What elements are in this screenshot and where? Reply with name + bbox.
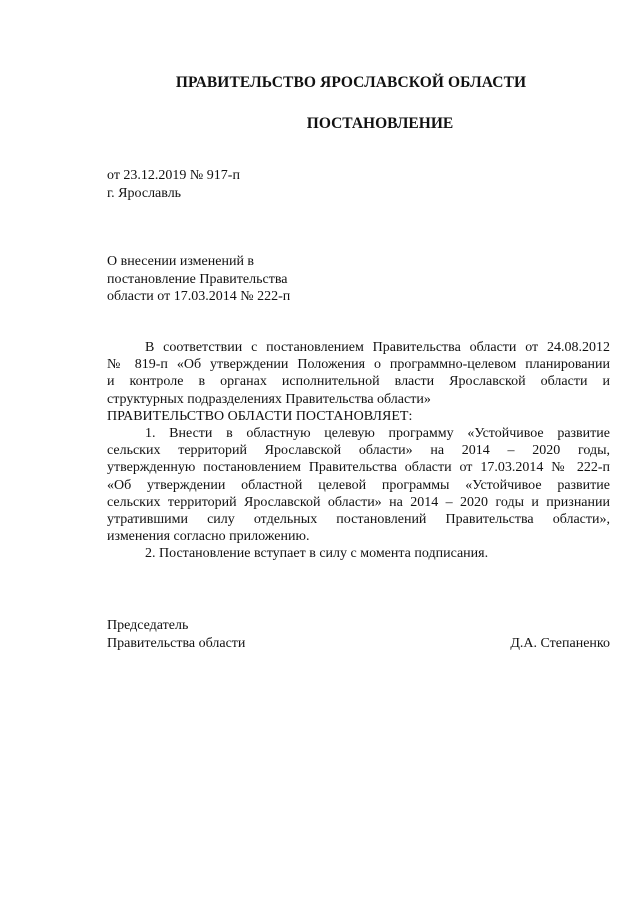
preamble-line-3: и контроле в органах исполнительной власти Ярославской области и — [107, 374, 610, 390]
item-2-paragraph: 2. Постановление вступает в силу с момента подписания. — [145, 546, 489, 562]
signer-name: Д.А. Степаненко — [510, 636, 610, 651]
signer-title-line-2: Правительства области — [107, 636, 246, 651]
document-body — [107, 339, 610, 563]
item-1-line-5: сельских территорий Ярославской области» на 2014 – 2020 годы и признании — [107, 494, 610, 510]
organization-title: ПРАВИТЕЛЬСТВО ЯРОСЛАВСКОЙ ОБЛАСТИ — [175, 74, 527, 91]
signer-title-line-1: Председатель — [107, 618, 189, 633]
preamble-line-2: № 819-п «Об утверждении Положения о программно-целевом планировании — [107, 357, 610, 373]
item-1-line-7: изменения согласно приложению. — [107, 529, 310, 545]
subject-line-2: постановление Правительства — [107, 271, 288, 287]
subject-line-3: области от 17.03.2014 № 222-п — [107, 289, 291, 304]
item-1-line-4: «Об утверждении областной целевой программы «Устойчивое развитие — [107, 477, 610, 493]
item-1-line-1: 1. Внести в областную целевую программу «Устойчивое развитие — [145, 426, 610, 442]
document-type-title: ПОСТАНОВЛЕНИЕ — [306, 115, 454, 132]
preamble-paragraph — [107, 339, 610, 408]
signature-block — [107, 617, 610, 653]
item-1-paragraph — [107, 425, 610, 545]
subject-line-1: О внесении изменений в — [107, 254, 255, 269]
document-subject — [107, 253, 290, 306]
preamble-line-4: структурных подразделениях Правительства области» — [107, 391, 431, 407]
decree-statement: ПРАВИТЕЛЬСТВО ОБЛАСТИ ПОСТАНОВЛЯЕТ: — [107, 408, 413, 424]
item-1-line-3: утвержденную постановлением Правительства области от 17.03.2014 № 222-п — [107, 460, 610, 476]
preamble-line-1: В соответствии с постановлением Правительства области от 24.08.2012 — [145, 340, 610, 355]
document-meta — [107, 167, 240, 203]
date-number: от 23.12.2019 № 917-п — [107, 168, 240, 183]
city: г. Ярославль — [107, 186, 182, 201]
signature-row — [107, 635, 610, 653]
item-1-line-2: сельских территорий Ярославской области» на 2014 – 2020 годы, — [107, 443, 610, 459]
item-1-line-6: утратившими силу отдельных постановлений Правительства области», — [107, 512, 610, 528]
